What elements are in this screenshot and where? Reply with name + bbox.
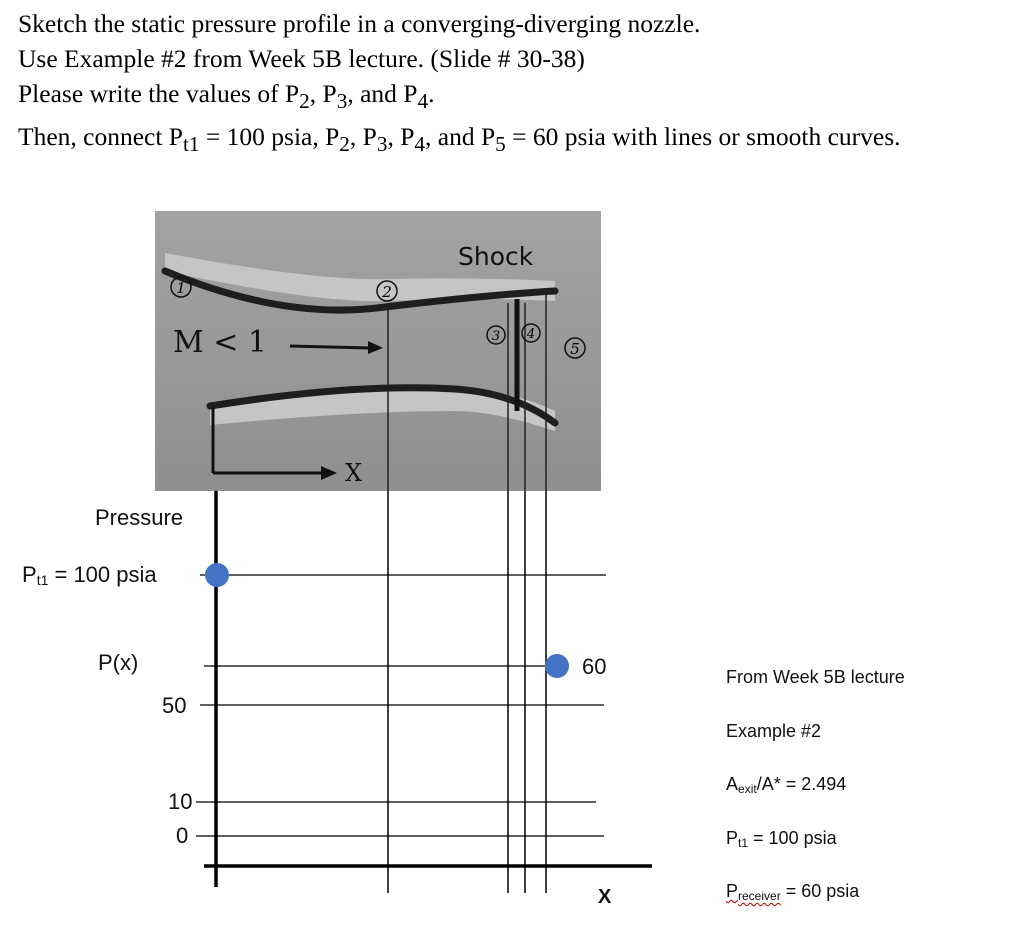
x-arrow-head [321,466,337,480]
pt1-point [205,563,229,587]
tick-50-label: 50 [162,693,187,718]
instructions [18,6,1018,162]
pressure-axis-title: Pressure [95,505,184,530]
tick-0-label: 0 [176,823,189,848]
shock-label: Shock [458,242,534,271]
pt1-label: $P_{t1} = 100$ psia [22,562,157,588]
station-5-label: 5 [570,340,580,358]
given-pt1: $P_{t1} = 100$ psia [726,828,837,850]
instruction-line-1: Sketch the static pressure profile in a converging-diverging nozzle. [18,9,701,38]
station-1-label: 1 [176,279,186,297]
mach-arrow-head [368,341,383,354]
station-3-label: 3 [491,329,501,344]
instruction-line-3: Please write the values of $P_2$, $P_3$, and $P_4$. [18,79,435,114]
nozzle-photo [155,211,601,491]
mach-label: M < 1 [173,325,268,360]
instruction-line-4: Then, connect $P_{t1} = 100$ psia, $P_2$, $P_3$, $P_4$, and $P_5 = 60$ psia with lines or smooth curves. [18,122,901,157]
given-receiver-pressure: $P_{receiver} = 60$ psia [726,881,860,903]
nozzle-drawing [155,211,601,491]
station-2-label: 2 [382,283,392,301]
given-source: From Week 5B lecture [726,667,905,687]
tick-10-label: 10 [168,789,193,814]
exit-pressure-point [545,654,569,678]
mach-arrow-shaft [290,346,370,348]
instruction-line-2: Use Example #2 from Week 5B lecture. (Slide # 30-38) [18,44,585,73]
x-label: X [345,459,363,487]
x-axis-label: X [598,886,612,908]
given-example: Example #2 [726,721,822,741]
given-area-ratio: $A_{exit}/A* = 2.494$ [726,774,847,796]
station-4-label: 4 [526,327,536,342]
px-label: P(x) [98,650,139,675]
exit-value-label: 60 [582,654,607,679]
